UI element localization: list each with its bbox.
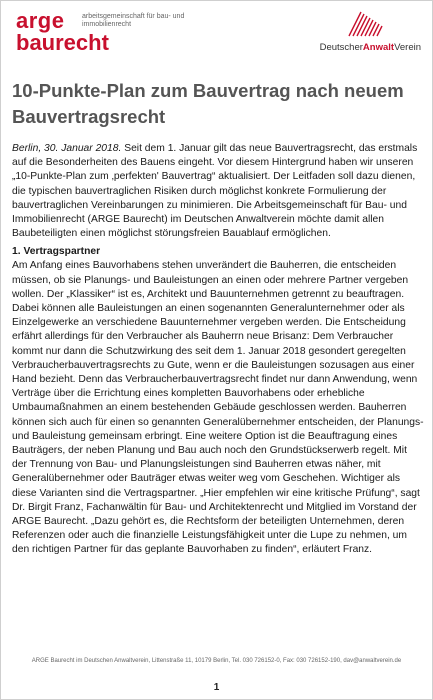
logo-word-baurecht: baurecht [16,30,109,55]
logo-word-arge: arge [16,8,65,33]
dav-logo [301,8,421,60]
intro-date: Berlin, 30. Januar 2018. [12,143,122,154]
dav-hatched-triangle-icon [341,8,391,38]
intro-text: Seit dem 1. Januar gilt das neue Bauvertragsrecht, das erstmals auf die Besonderheiten des Bauens eingeht. Vor diesem Hintergrund haben wir unseren „10-Punkte-Plan zum ‚perfekten' Bauvertrag“ aktualisiert. Der Leitfaden soll dazu dienen, die typischen bauvertraglichen Risiken durch möglichst konkrete Formulierung der bauvertraglichen Vereinbarungen zu minimieren. Die Arbeitsgemeinschaft für Bau- und Immobilienrecht (ARGE Baurecht) im Deutschen Anwaltverein möchte damit allen Baubeteiligten einen möglichst störungsfreien Bauablauf ermöglichen. [12,143,418,240]
logo-subtitle: arbeitsgemeinschaft für bau- und immobilienrecht [82,13,185,28]
document-body [12,78,424,558]
dav-text-prefix: Deutscher [319,42,363,53]
footer-address: ARGE Baurecht im Deutschen Anwaltverein, Littenstraße 11, 10179 Berlin, Tel. 030 726152-0, Fax: 030 726152-190, dav@anwaltverein.de [31,658,402,664]
dav-text-suffix: Verein [394,42,421,53]
dav-text-bold: Anwalt [362,42,395,53]
dav-logo-text [320,42,421,53]
page-title: 10-Punkte-Plan zum Bauvertrag nach neuem Bauvertragsrecht [12,80,404,127]
page-number: 1 [213,682,220,693]
section-heading-vertragspartner: 1. Vertragspartner [12,246,101,258]
intro-paragraph [12,142,424,241]
section-paragraph-vertragspartner: Am Anfang eines Bauvorhabens stehen unverändert die Bauherren, die entscheiden müssen, ob sie Planungs- und Bauleistungen an einen oder mehrere Partner vergeben wollen. Der „Klassiker“ ist es, Architekt und Bauunternehmen getrennt zu beauftragen. Dabei können alle Bauleistungen an einen sogenannten Generalunternehmer oder als Einzelgewerke an verschiedene Bauunternehmer vergeben werden. Die Entscheidung erfährt allerdings für den Verbraucher als Bauherrn neue Brisanz: Dem Verbraucher kommt nur dann die Schutzwirkung des seit dem 1. Januar 2018 gesondert geregelten Verbraucherbauvertragsrechts zu Gute, wenn er die Bauleistungen sozusagen aus einer Hand bezieht. Denn das Verbraucherbauvertragsrecht findet nur dann Anwendung, wenn Verträge über die Errichtung eines kompletten Bauvorhabens oder erhebliche Umbaumaßnahmen an einem bestehenden Gebäude geschlossen werden. Bauherren können sich auch für einen so genannten Generalübernehmer entscheiden, der Planungs- und Bauleistung gemeinsam erbringt. Eine weitere Option ist die Beauftragung eines Bauträgers, der neben Planung und Bau auch noch den Grundstückserwerb regelt. Mit der Trennung von Bau- und Planungsleistungen sind Bauherren etwas näher, mit Generalübernehmer oder Bauträger etwas weiter weg vom Geschehen. Wichtiger als diese Varianten sind die Vertragspartner. „Hier empfehlen wir eine kritische Prüfung“, sagt Dr. Birgit Franz, Fachanwältin für Bau- und Architektenrecht und Mitglied im Vorstand der ARGE Baurecht. „Dazu gehört es, die Rechtsform der beteiligten Unternehmen, deren Referenzen oder auch die finanzielle Leistungsfähigkeit unter die Lupe zu nehmen, um den richtigen Partner für das geplante Bauvorhaben zu finden“, erläutert Franz. [12,260,424,556]
page-header [0,0,433,70]
arge-baurecht-logo [16,10,216,55]
